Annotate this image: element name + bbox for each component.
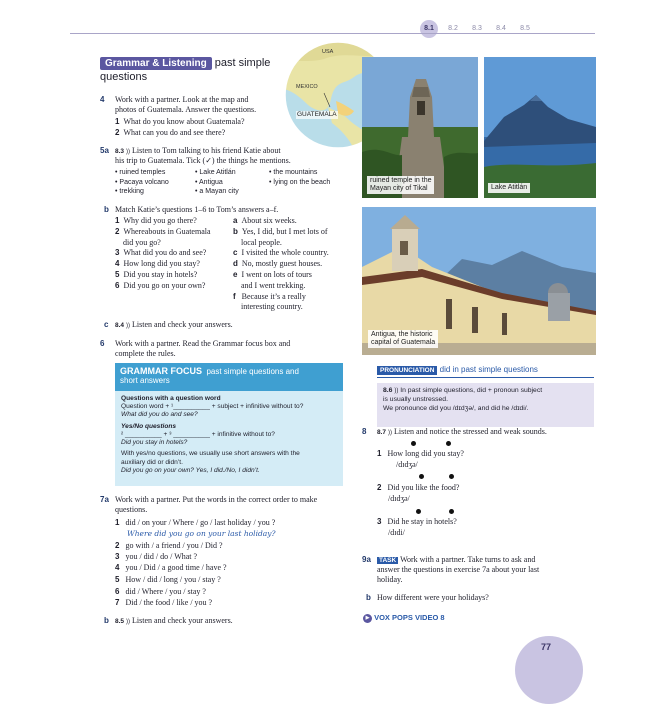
list-item: c I visited the whole country. — [233, 248, 329, 258]
heading-title-2: questions — [100, 70, 148, 83]
list-item: • Antigua — [195, 178, 223, 186]
list-item-text: Lake Atitlán — [199, 169, 236, 176]
ex8-item-2: 2 Did you like the food? — [377, 483, 460, 492]
heading-title-1: past simple — [214, 57, 271, 69]
stress-dot — [446, 441, 451, 446]
list-item: 5 Did you stay in hotels? — [115, 269, 198, 279]
ex9b-text: How different were your holidays? — [377, 593, 489, 602]
list-item-text: local people. — [241, 237, 282, 247]
ex5a-line2: his trip to Guatemala. Tick (✓) the things he mentions. — [115, 156, 291, 165]
list-item-text: Did / the food / like / you ? — [125, 598, 213, 607]
list-item — [115, 238, 235, 249]
ex8-item-2-ipa: /dɪdʒə/ — [388, 494, 410, 503]
list-item: 1 Why did you go there? — [115, 216, 197, 225]
list-item: • trekking — [115, 188, 144, 196]
list-item-text: did / on your / Where / go / last holiday / you ? — [125, 518, 276, 527]
ex7a-example-answer: Where did you go on your last holiday? — [127, 529, 276, 538]
pronunciation-badge: PRONUNCIATION — [377, 366, 437, 375]
pronunciation-body — [377, 383, 594, 427]
ex7b-audio-track[interactable]: 8.5 — [115, 618, 125, 625]
map-label-usa: USA — [322, 49, 334, 55]
list-item-text: Did you stay in hotels? — [123, 269, 198, 279]
caption-antigua-line2: capital of Guatemala — [371, 339, 436, 347]
stress-dot — [416, 509, 421, 514]
ex8-line — [377, 427, 547, 438]
section-heading — [100, 57, 280, 85]
audio-icon[interactable]: )) — [394, 388, 399, 395]
ex9a-line1 — [377, 555, 535, 565]
list-item — [233, 281, 348, 292]
ex4-q2: 2 What can you do and see there? — [115, 128, 226, 137]
grammar-focus-body — [115, 391, 343, 479]
grammar-example3: Did you go on your own? Yes, I did./No, I didn’t. — [121, 466, 260, 474]
list-item-text: I went on lots of tours — [241, 269, 312, 279]
list-item-text: go with / a friend / you / Did ? — [125, 541, 223, 550]
ex6-line2: complete the rules. — [115, 349, 176, 358]
ex8-number: 8 — [362, 427, 367, 436]
ex5a-col2 — [195, 168, 239, 197]
vox-pops-link[interactable] — [363, 613, 445, 623]
ex5b-answers — [233, 216, 348, 313]
ex7a-item-3: 3 you / did / do / What ? — [115, 552, 198, 561]
ex9a-line2: answer the questions in exercise 7a about your last — [377, 565, 540, 574]
list-item-text: What did you do and see? — [123, 248, 207, 258]
ex8-audio-track[interactable]: 8.7 — [377, 429, 387, 436]
photo-lake-atitlan — [484, 57, 596, 198]
audio-icon[interactable]: )) — [388, 430, 393, 436]
list-item: • ruined temples — [115, 169, 166, 176]
ex5a-col3 — [269, 168, 330, 187]
ex7a-line2: questions. — [115, 505, 148, 514]
grammar-rule2: ² __________ + ³ __________ + infinitive without to? — [121, 430, 275, 438]
list-item-text: you / Did / a good time / have ? — [125, 563, 227, 572]
list-item-text: trekking — [119, 188, 144, 196]
caption-antigua — [368, 330, 438, 348]
list-item: a About six weeks. — [233, 216, 297, 225]
ex8-item-3-ipa: /dɪdi/ — [388, 528, 405, 537]
ex7b-text: Listen and check your answers. — [132, 616, 233, 625]
pronunciation-line3: We pronounce did you /dɪdʒə/, and did he /dɪdi/. — [383, 404, 529, 412]
list-item: b Yes, I did, but I met lots of — [233, 226, 328, 236]
unit-tabs — [420, 20, 534, 38]
list-item-text: Because it’s a really — [241, 291, 306, 301]
ex7a-item-7: 7 Did / the food / like / you ? — [115, 598, 213, 607]
grammar-focus-title-1: past simple questions and — [206, 367, 299, 376]
stress-dot — [419, 474, 424, 479]
list-item: 3 What did you do and see? — [115, 248, 207, 258]
grammar-focus-title-2: short answers — [120, 376, 170, 386]
vox-pops-label: VOX POPS VIDEO 8 — [374, 613, 445, 622]
ex4-number: 4 — [100, 95, 105, 104]
list-item: f Because it’s a really — [233, 291, 306, 301]
pron-text1: In past simple questions, did + pronoun subject — [400, 387, 543, 395]
ex8-item-3-text: Did he stay in hotels? — [387, 517, 457, 526]
ex4-q1: 1 What do you know about Guatemala? — [115, 117, 245, 126]
map-label-guatemala: GUATEMALA — [297, 111, 337, 118]
ex9a-text1: Work with a partner. Take turns to ask and — [400, 555, 536, 564]
list-item-text: About six weeks. — [241, 216, 297, 225]
ex7a-item-2: 2 go with / a friend / you / Did ? — [115, 541, 223, 550]
pronunciation-line2: is usually unstressed. — [383, 396, 448, 404]
audio-icon[interactable]: )) — [126, 323, 131, 329]
stress-dot — [449, 509, 454, 514]
tab-8-2[interactable]: 8.2 — [448, 25, 458, 32]
ex5c-audio-track[interactable]: 8.4 — [115, 322, 125, 329]
pronunciation-box — [377, 365, 594, 427]
grammar-focus-badge: GRAMMAR FOCUS — [120, 366, 202, 376]
list-item-text: did you go? — [123, 237, 161, 247]
ex8-item-1-text: How long did you stay? — [387, 449, 464, 458]
list-item-text: How / did / long / you / stay ? — [125, 575, 221, 584]
ex7a-item-4: 4 you / Did / a good time / have ? — [115, 563, 227, 572]
grammar-focus-box — [115, 363, 343, 486]
ex5b-instruction: Match Katie’s questions 1–6 to Tom’s answers a–f. — [115, 205, 279, 214]
grammar-rule4: auxiliary did or didn’t. — [121, 458, 183, 466]
grammar-h2: Yes/No questions — [121, 422, 177, 430]
list-item-text: you / did / do / What ? — [125, 552, 198, 561]
list-item-text: Pacaya volcano — [119, 178, 169, 186]
list-item: 4 How long did you stay? — [115, 259, 200, 269]
list-item-text: and I went trekking. — [241, 280, 306, 290]
ex4-q1-text: What do you know about Guatemala? — [123, 117, 245, 126]
list-item: 2 Whereabouts in Guatemala — [115, 226, 211, 236]
list-item: 6 Did you go on your own? — [115, 280, 206, 290]
stress-dot — [449, 474, 454, 479]
ex8-item-3: 3 Did he stay in hotels? — [377, 517, 457, 526]
stress-dot — [411, 441, 416, 446]
tab-8-4[interactable]: 8.4 — [496, 25, 506, 32]
ex7a-line1: Work with a partner. Put the words in the correct order to make — [115, 495, 318, 504]
ex4-line1: Work with a partner. Look at the map and — [115, 95, 249, 104]
list-item: e I went on lots of tours — [233, 269, 312, 279]
ex9b-letter: b — [366, 593, 371, 602]
ex6-number: 6 — [100, 339, 105, 348]
list-item-text: Did you go on your own? — [123, 280, 206, 290]
ex7a-number: 7a — [100, 495, 109, 504]
ex5b-questions — [115, 216, 235, 292]
pronunciation-line1 — [383, 387, 588, 396]
pron-audio-track[interactable]: 8.6 — [383, 387, 393, 395]
ex9a-line3: holiday. — [377, 575, 403, 584]
ex5a-number: 5a — [100, 146, 109, 155]
list-item-text: Whereabouts in Guatemala — [123, 226, 211, 236]
list-item-text: No, mostly guest houses. — [241, 259, 323, 269]
list-item-text: How long did you stay? — [123, 259, 200, 269]
list-item: • lying on the beach — [269, 178, 331, 186]
ex6-line1: Work with a partner. Read the Grammar focus box and — [115, 339, 291, 348]
ex4-q2-text: What can you do and see there? — [123, 128, 226, 137]
ex5b-letter: b — [104, 205, 109, 214]
list-item-text: Antigua — [199, 178, 223, 186]
ex5c-line — [115, 320, 233, 331]
list-item-text: the mountains — [273, 169, 318, 176]
ex5c-letter: c — [104, 320, 109, 329]
heading-badge: Grammar & Listening — [100, 57, 212, 70]
list-item-text: Why did you go there? — [123, 216, 197, 225]
task-badge: TASK — [379, 557, 397, 564]
list-item-text: did / Where / you / stay ? — [125, 587, 206, 596]
list-item — [233, 238, 348, 249]
ex8-item-1: 1 How long did you stay? — [377, 449, 464, 458]
list-item-text: I visited the whole country. — [241, 248, 329, 258]
caption-tikal — [367, 176, 434, 194]
top-rule — [70, 33, 595, 34]
ex7a-item-6: 6 did / Where / you / stay ? — [115, 587, 206, 596]
map-label-mexico: MEXICO — [296, 84, 318, 90]
list-item: • the mountains — [269, 169, 318, 176]
ex5a-audio-track[interactable]: 8.3 — [115, 148, 125, 155]
caption-tikal-line2: Mayan city of Tikal — [370, 185, 428, 193]
grammar-focus-header — [115, 363, 343, 391]
play-icon[interactable]: ▶ — [363, 614, 372, 623]
ex7a-item-1: 1 did / on your / Where / go / last holiday / you ? — [115, 518, 276, 527]
pronunciation-title: did in past simple questions — [439, 365, 538, 374]
grammar-example2: Did you stay in hotels? — [121, 439, 188, 447]
caption-tikal-line1: ruined temple in the — [370, 177, 432, 184]
pronunciation-header — [377, 365, 594, 378]
grammar-h1: Questions with a question word — [121, 395, 221, 402]
list-item: d No, mostly guest houses. — [233, 259, 323, 269]
page-number: 77 — [541, 642, 552, 652]
grammar-rule1: Question word + ¹__________ + subject + infinitive without to? — [121, 403, 304, 411]
page-number-badge — [515, 636, 583, 704]
grammar-example1: What did you do and see? — [121, 411, 198, 419]
list-item-text: a Mayan city — [199, 188, 239, 196]
ex8-text: Listen and notice the stressed and weak sounds. — [394, 427, 547, 436]
ex5c-text: Listen and check your answers. — [132, 320, 233, 329]
grammar-rule3: With yes/no questions, we usually use short answers with the — [121, 450, 300, 458]
tab-8-3[interactable]: 8.3 — [472, 25, 482, 32]
ex5a-text1: Listen to Tom talking to his friend Katie about — [132, 146, 281, 155]
list-item-text: interesting country. — [241, 302, 303, 312]
ex5a-col1 — [115, 168, 169, 197]
tab-8-5[interactable]: 8.5 — [520, 25, 530, 32]
audio-icon[interactable]: )) — [126, 619, 131, 625]
tab-8-1[interactable]: 8.1 — [420, 20, 438, 38]
list-item — [233, 302, 348, 313]
ex9a-number: 9a — [362, 555, 371, 564]
list-item: • Pacaya volcano — [115, 178, 169, 186]
caption-antigua-line1: Antigua, the historic — [371, 331, 433, 338]
list-item: • a Mayan city — [195, 188, 239, 196]
caption-atitlan: Lake Atitlán — [488, 183, 530, 193]
ex8-item-1-ipa: /dɪdʒə/ — [396, 460, 418, 469]
list-item: • Lake Atitlán — [195, 169, 236, 176]
ex8-item-2-text: Did you like the food? — [387, 483, 460, 492]
list-item-text: lying on the beach — [273, 178, 331, 186]
ex4-line2: photos of Guatemala. Answer the questions. — [115, 105, 257, 114]
ex7a-item-5: 5 How / did / long / you / stay ? — [115, 575, 221, 584]
list-item-text: ruined temples — [119, 169, 166, 176]
ex7b-line — [115, 616, 233, 627]
ex7b-letter: b — [104, 616, 109, 625]
list-item-text: Yes, I did, but I met lots of — [241, 226, 328, 236]
audio-icon[interactable]: )) — [126, 149, 131, 155]
